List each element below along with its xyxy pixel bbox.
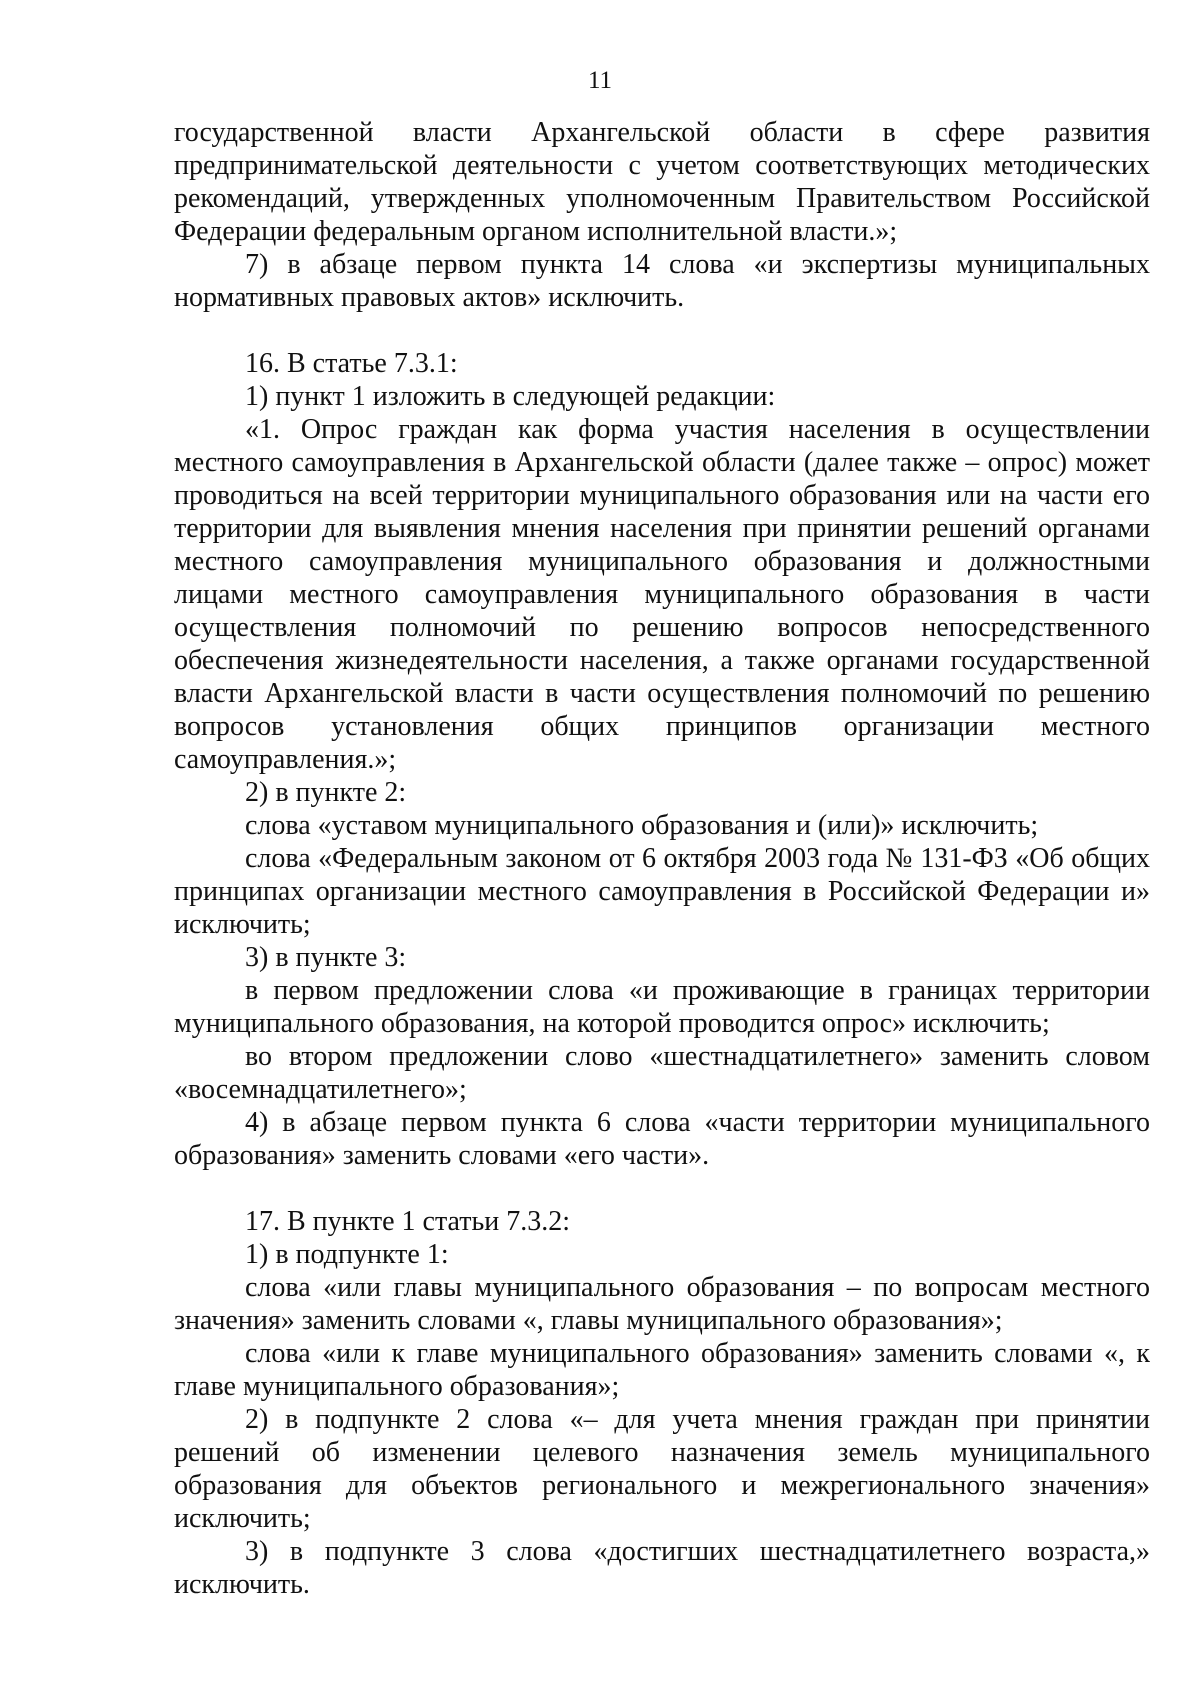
- document-body: [174, 116, 1150, 1601]
- paragraph-item-7: 7) в абзаце первом пункта 14 слова «и экспертизы муниципальных нормативных правовых актов» исключить.: [174, 249, 1150, 313]
- paragraph-first-sentence: в первом предложении слова «и проживающие в границах территории муниципального образования, на которой проводится опрос» исключить;: [174, 975, 1150, 1039]
- paragraph-words-replace-2: слова «или к главе муниципального образования» заменить словами «, к главе муниципального образования»;: [174, 1338, 1150, 1402]
- paragraph-subitem-2: 2) в пункте 2:: [245, 777, 407, 808]
- paragraph-quoted-clause-1: «1. Опрос граждан как форма участия населения в осуществлении местного самоуправления в Архангельской области (далее также – опрос) может проводиться на всей территории муниципального образования или на части его территории для выявления мнения населения при принятии решений органами местного самоуправления муниципального образования и должностными лицами местного самоуправления муниципального образования в части осуществления полномочий по решению вопросов непосредственного обеспечения жизнедеятельности населения, а также органами государственной власти Архангельской власти в части осуществления полномочий по решению вопросов установления общих принципов организации местного самоуправления.»;: [174, 414, 1150, 775]
- paragraph-subclause-3: 3) в подпункте 3 слова «достигших шестнадцатилетнего возраста,» исключить.: [174, 1536, 1150, 1600]
- page-number: 11: [587, 67, 613, 94]
- paragraph-subclause-1: 1) в подпункте 1:: [245, 1239, 449, 1270]
- section-heading-17: 17. В пункте 1 статьи 7.3.2:: [245, 1206, 571, 1237]
- paragraph-words-exclude-1: слова «уставом муниципального образования и (или)» исключить;: [245, 810, 1039, 841]
- section-heading-16: 16. В статье 7.3.1:: [245, 348, 458, 379]
- paragraph-words-exclude-2: слова «Федеральным законом от 6 октября 2003 года № 131-ФЗ «Об общих принципах организации местного самоуправления в Российской Федерации и» исключить;: [174, 843, 1150, 940]
- paragraph-subitem-1: 1) пункт 1 изложить в следующей редакции:: [245, 381, 776, 412]
- paragraph-continuation: государственной власти Архангельской области в сфере развития предпринимательской деятельности с учетом соответствующих методических рекомендаций, утвержденных уполномоченным Правительством Российской Федерации федеральным органом исполнительной власти.»;: [174, 117, 1150, 247]
- paragraph-subclause-2: 2) в подпункте 2 слова «– для учета мнения граждан при принятии решений об изменении целевого назначения земель муниципального образования для объектов регионального и межрегионального значения» исключить;: [174, 1404, 1150, 1534]
- paragraph-subitem-4: 4) в абзаце первом пункта 6 слова «части территории муниципального образования» заменить словами «его части».: [174, 1107, 1150, 1171]
- paragraph-subitem-3: 3) в пункте 3:: [245, 942, 407, 973]
- paragraph-second-sentence: во втором предложении слово «шестнадцатилетнего» заменить словом «восемнадцатилетнего»;: [174, 1041, 1150, 1105]
- paragraph-words-replace-1: слова «или главы муниципального образования – по вопросам местного значения» заменить словами «, главы муниципального образования»;: [174, 1272, 1150, 1336]
